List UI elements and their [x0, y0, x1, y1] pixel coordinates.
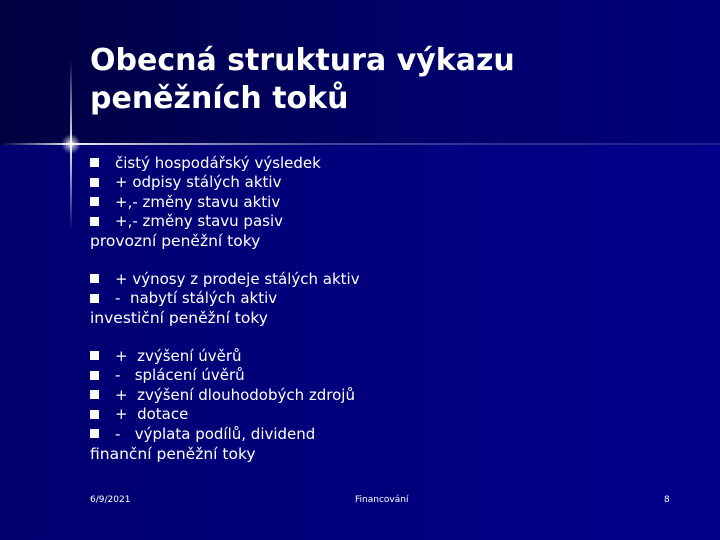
square-bullet-icon: [90, 371, 99, 380]
operating-cash-flow-group: [90, 153, 690, 251]
list-item-text: +,- změny stavu pasiv: [115, 212, 283, 231]
list-item-text: + odpisy stálých aktiv: [115, 173, 282, 192]
decorative-sparkle: [61, 134, 81, 154]
list-item-text: čistý hospodářský výsledek: [115, 153, 321, 172]
square-bullet-icon: [90, 178, 99, 187]
square-bullet-icon: [90, 429, 99, 438]
financial-cash-flow-group: [90, 346, 690, 464]
square-bullet-icon: [90, 158, 99, 167]
list-item: [90, 385, 690, 405]
list-item-text: + zvýšení dlouhodobých zdrojů: [115, 385, 355, 404]
list-item: [90, 192, 690, 212]
list-item: [90, 269, 690, 289]
list-item: [90, 346, 690, 366]
list-item: [90, 212, 690, 232]
square-bullet-icon: [90, 410, 99, 419]
investment-cash-flow-group: [90, 269, 690, 328]
group-summary: investiční peněžní toky: [90, 309, 268, 327]
square-bullet-icon: [90, 351, 99, 360]
list-item: [90, 405, 690, 425]
decorative-horizontal-line: [0, 143, 720, 145]
square-bullet-icon: [90, 390, 99, 399]
square-bullet-icon: [90, 294, 99, 303]
group-summary: finanční peněžní toky: [90, 444, 256, 463]
list-item-text: + výnosy z prodeje stálých aktiv: [115, 269, 360, 288]
list-item-text: - splácení úvěrů: [115, 366, 245, 385]
list-item-text: - nabytí stálých aktiv: [115, 289, 278, 308]
square-bullet-icon: [90, 197, 99, 206]
footer-center: Financování: [355, 495, 409, 505]
list-item-text: + zvýšení úvěrů: [115, 346, 242, 365]
footer-date: 6/9/2021: [90, 495, 131, 505]
slide-title: Obecná struktura výkazu peněžních toků: [90, 43, 515, 116]
list-item-text: + dotace: [115, 405, 189, 424]
list-item: [90, 173, 690, 193]
list-item: [90, 366, 690, 386]
group-summary: provozní peněžní toky: [90, 232, 261, 250]
list-item-text: - výplata podílů, dividend: [115, 424, 316, 443]
list-item: [90, 424, 690, 444]
square-bullet-icon: [90, 217, 99, 226]
square-bullet-icon: [90, 274, 99, 283]
list-item: [90, 289, 690, 309]
list-item-text: +,- změny stavu aktiv: [115, 192, 281, 211]
footer-page-number: 8: [664, 495, 670, 505]
list-item: [90, 153, 690, 173]
slide-content: [90, 153, 690, 482]
